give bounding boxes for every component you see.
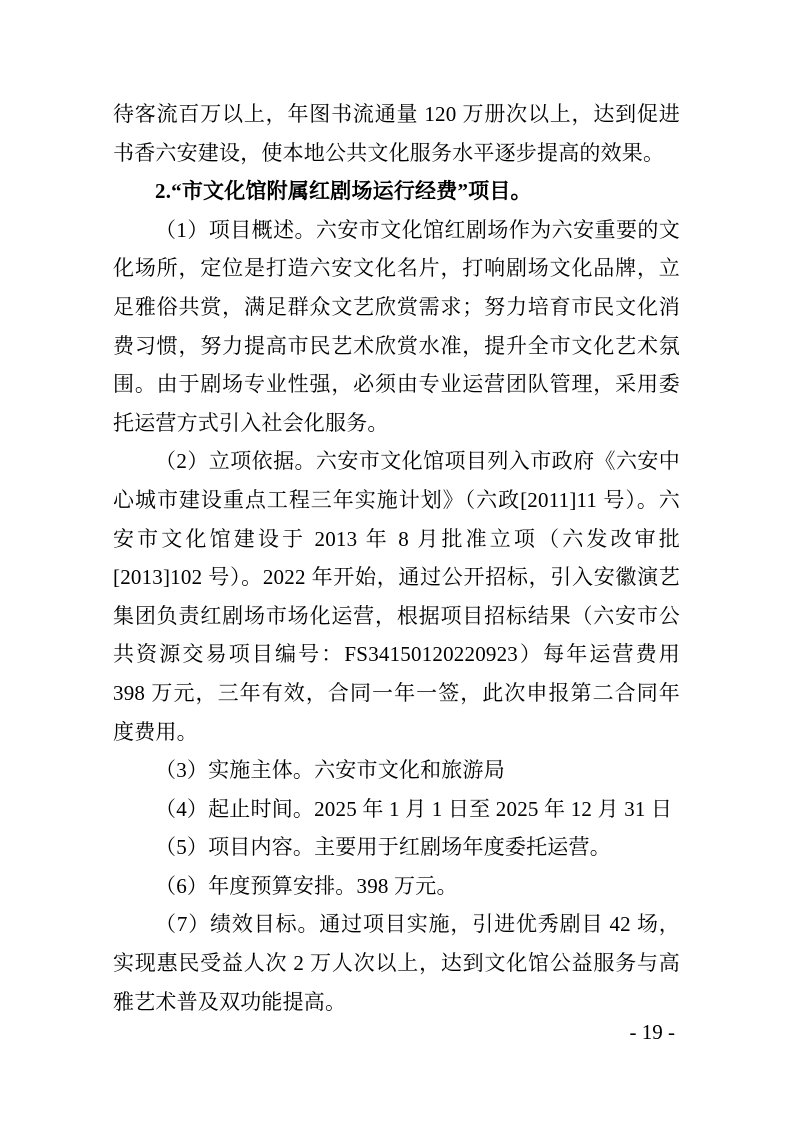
document-body <box>113 95 680 1021</box>
paragraph-project-overview: （1）项目概述。六安市文化馆红剧场作为六安重要的文化场所，定位是打造六安文化名片，打响剧场文化品牌，立足雅俗共赏，满足群众文艺欣赏需求；努力培育市民文化消费习惯，努力提高市民艺术欣赏水准，提升全市文化艺术氛围。由于剧场专业性强，必须由专业运营团队管理，采用委托运营方式引入社会化服务。 <box>113 217 680 435</box>
paragraph-project-content: （5）项目内容。主要用于红剧场年度委托运营。 <box>155 835 611 860</box>
paragraph-annual-budget: （6）年度预算安排。398 万元。 <box>155 873 458 898</box>
page-number: - 19 - <box>629 1020 675 1044</box>
paragraph-time-range: （4）起止时间。2025 年 1 月 1 日至 2025 年 12 月 31 日 <box>155 796 673 821</box>
paragraph-project-basis: （2）立项依据。六安市文化馆项目列入市政府《六安中心城市建设重点工程三年实施计划》（六政[2011]11 号）。六安市文化馆建设于 2013 年 8 月批准立项（六发改审批[2013]102 号）。2022 年开始，通过公开招标，引入安徽演艺集团负责红剧场市场化运营，根据项目招标结果（六安市公共资源交易项目编号：FS34150120220923）每年运营费用 398 万元，三年有效，合同一年一签，此次申报第二合同年度费用。 <box>113 449 680 744</box>
paragraph-performance-goal: （7）绩效目标。通过项目实施，引进优秀剧目 42 场，实现惠民受益人次 2 万人次以上，达到文化馆公益服务与高雅艺术普及双功能提高。 <box>113 912 680 1014</box>
section-heading: 2.“市文化馆附属红剧场运行经费”项目。 <box>155 179 532 204</box>
paragraph-continuation: 待客流百万以上，年图书流通量 120 万册次以上，达到促进书香六安建设，使本地公共文化服务水平逐步提高的效果。 <box>113 102 680 165</box>
paragraph-implementing-body: （3）实施主体。六安市文化和旅游局 <box>155 758 505 783</box>
